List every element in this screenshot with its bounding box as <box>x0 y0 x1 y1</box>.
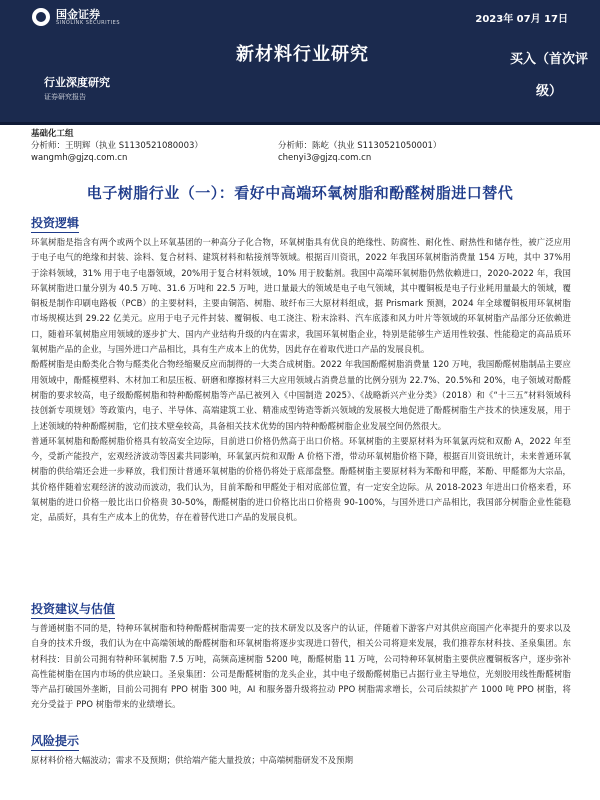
report-note: 证券研究报告 <box>44 93 86 101</box>
rating-badge: 买入（首次评级） <box>509 52 588 99</box>
analyst-1-email: wangmh@gjzq.com.cn <box>31 153 128 163</box>
report-date: 2023年 07月 17日 <box>475 14 568 25</box>
paragraph: 酚醛树脂是由酚类化合物与醛类化合物经缩聚反应而制得的一大类合成树脂。2022 年我国酚醛树脂消费量 120 万吨，我国酚醛树脂制品主要应用领域中，酚醛模塑料、木材加工和层压板、研磨和摩擦材料三大应用领域占消费总量的比例分别为 22.7%、20.5%和 20%，电子领域对酚醛树脂的要求较高，电子级酚醛树脂和特种酚醛树脂等产品已被列入《中国制造 2025》、《战略新兴产业分类》（2018）和《“十三五”材料领域科技创新专项规划》等政策内，电子、半导体、高端建筑工业、精准成型铸造等新兴领域的发展极大地促进了酚醛树脂生产技术的快速发展，用于上述领域的特种酚醛树脂，它们技术壁垒较高，具备相关技术优势的国内特种酚醛树脂企业发展空间仍然很大。 <box>31 359 571 431</box>
report-series-title: 新材料行业研究 <box>236 44 369 65</box>
report-type: 行业深度研究 <box>44 76 110 89</box>
analyst-1-name: 分析师：王明辉（执业 S1130521080003） <box>31 141 203 151</box>
analyst-1 <box>31 140 278 164</box>
brand-logo <box>32 8 120 26</box>
logo-name-en: SINOLINK SECURITIES <box>56 19 120 26</box>
paragraph: 普通环氧树脂和酚醛树脂价格具有较高安全边际，目前进口价格仍然高于出口价格。环氧树脂的主要原材料为环氧氯丙烷和双酚 A，2022 年至今，受新产能投产，宏观经济波动等因素共同影响，环氧氯丙烷和双酚 A 价格下滑，带动环氧树脂价格下降，根据百川资讯统计，未来普通环氧树脂的供给端还会进一步释放，我们预计普通环氧树脂的价格仍将处于底部盘整。酚醛树脂主要原材料为苯酚和甲醛，苯酚、甲醛都为大宗品，其价格伴随着宏观经济的波动而波动，我们认为，目前苯酚和甲醛处于相对底部位置，有一定安全边际。从 2018-2023 年进出口价格来看，环氧树脂的进口价格一般比出口价格贵 30-50%，酚醛树脂的进口价格比出口价格贵 90-100%，与国外进口产品相比，我国部分树脂企业性能稳定，品质好，具有生产成本上的优势，存在着替代进口产品的发展良机。 <box>31 435 571 523</box>
section-risk <box>31 730 571 768</box>
header-divider <box>0 122 600 125</box>
section-heading: 风险提示 <box>31 733 79 751</box>
paragraph: 环氧树脂是指含有两个或两个以上环氧基团的一种高分子化合物，环氧树脂具有优良的绝缘性、防腐性、耐化性、耐热性和储存性，被广泛应用于电子电气的绝缘和封装、涂料、复合材料、建筑材料和粘接剂等领域。根据百川资讯，2022 年我国环氧树脂消费量 154 万吨，其中 37%用于涂料领域，31% 用于电子电器领域，20%用于复合材料领域，10% 用于胶黏剂。我国中高端环氧树脂仍然依赖进口，2020-2022 年，我国环氧树脂进口量分别为 40.5 万吨、31.6 万吨和 22.5 万吨，进口量最大的领域是电子电气领域，其中覆铜板是电子行业耗用量最大的领域，覆铜板是制作印刷电路板（PCB）的主要材料，主要由铜箔、树脂、玻纤布三大原材料组成，据 Prismark 预测，2024 年全球覆铜板用环氧树脂市场规模达到 29.22 亿美元。应用于电子元件封装、覆铜板、电工浇注、粉末涂料、汽车底漆和风力叶片等领域的环氧树脂产品部分还依赖进口，随着环氧树脂应用领域的逐步扩大、国内产业结构升级的内在需求，我国环氧树脂企业，特别是能够生产适用性较强、性能稳定的高品质环氧树脂产品的企业，与国外进口产品相比，具有生产成本上的优势，因此存在着取代进口产品的发展良机。 <box>31 237 571 355</box>
section-heading: 投资逻辑 <box>31 215 79 233</box>
analyst-2-name: 分析师：陈屹（执业 S1130521050001） <box>278 141 442 151</box>
logo-name-cn: 国金证券 <box>56 7 100 21</box>
industry-group: 基础化工组 <box>31 129 74 139</box>
analyst-block <box>31 128 571 164</box>
paragraph: 原材料价格大幅波动；需求不及预期；供给端产能大量投放；中高端树脂研发不及预期 <box>31 755 354 765</box>
section-investment-advice <box>31 598 571 713</box>
paragraph: 与普通树脂不同的是，特种环氧树脂和特种酚醛树脂需要一定的技术研发以及客户的认证，伴随着下游客户对其供应商国产化率提升的要求以及自身的技术升级，我们认为在中高端领域的酚醛树脂和环氧树脂将逐步实现进口替代，相关公司将迎来发展，我们推荐东材科技、圣泉集团。东材科技：目前公司拥有特种环氧树脂 7.5 万吨，高频高速树脂 5200 吨，酚醛树脂 11 万吨，公司特种环氧树脂主要供应覆铜板客户，逐步弥补高性能树脂在国内市场的供应缺口。圣泉集团：公司是酚醛树脂的龙头企业，其中电子级酚醛树脂已占据行业主导地位，光刻胶用线性酚醛树脂等产品打破国外垄断，目前公司拥有 PPO 树脂 300 吨，AI 和服务器升级将拉动 PPO 树脂需求增长，公司后续拟扩产 1000 吨 PPO 树脂，将充分受益于 PPO 树脂带来的业绩增长。 <box>31 623 571 710</box>
report-title: 电子树脂行业（一）：看好中高端环氧树脂和酚醛树脂进口替代 <box>86 184 514 202</box>
analyst-2-email: chenyi3@gjzq.com.cn <box>278 153 372 163</box>
analyst-2 <box>278 140 525 164</box>
report-header <box>0 0 600 122</box>
logo-circle-icon <box>32 8 50 26</box>
section-investment-logic <box>31 212 571 526</box>
section-heading: 投资建议与估值 <box>31 601 115 619</box>
